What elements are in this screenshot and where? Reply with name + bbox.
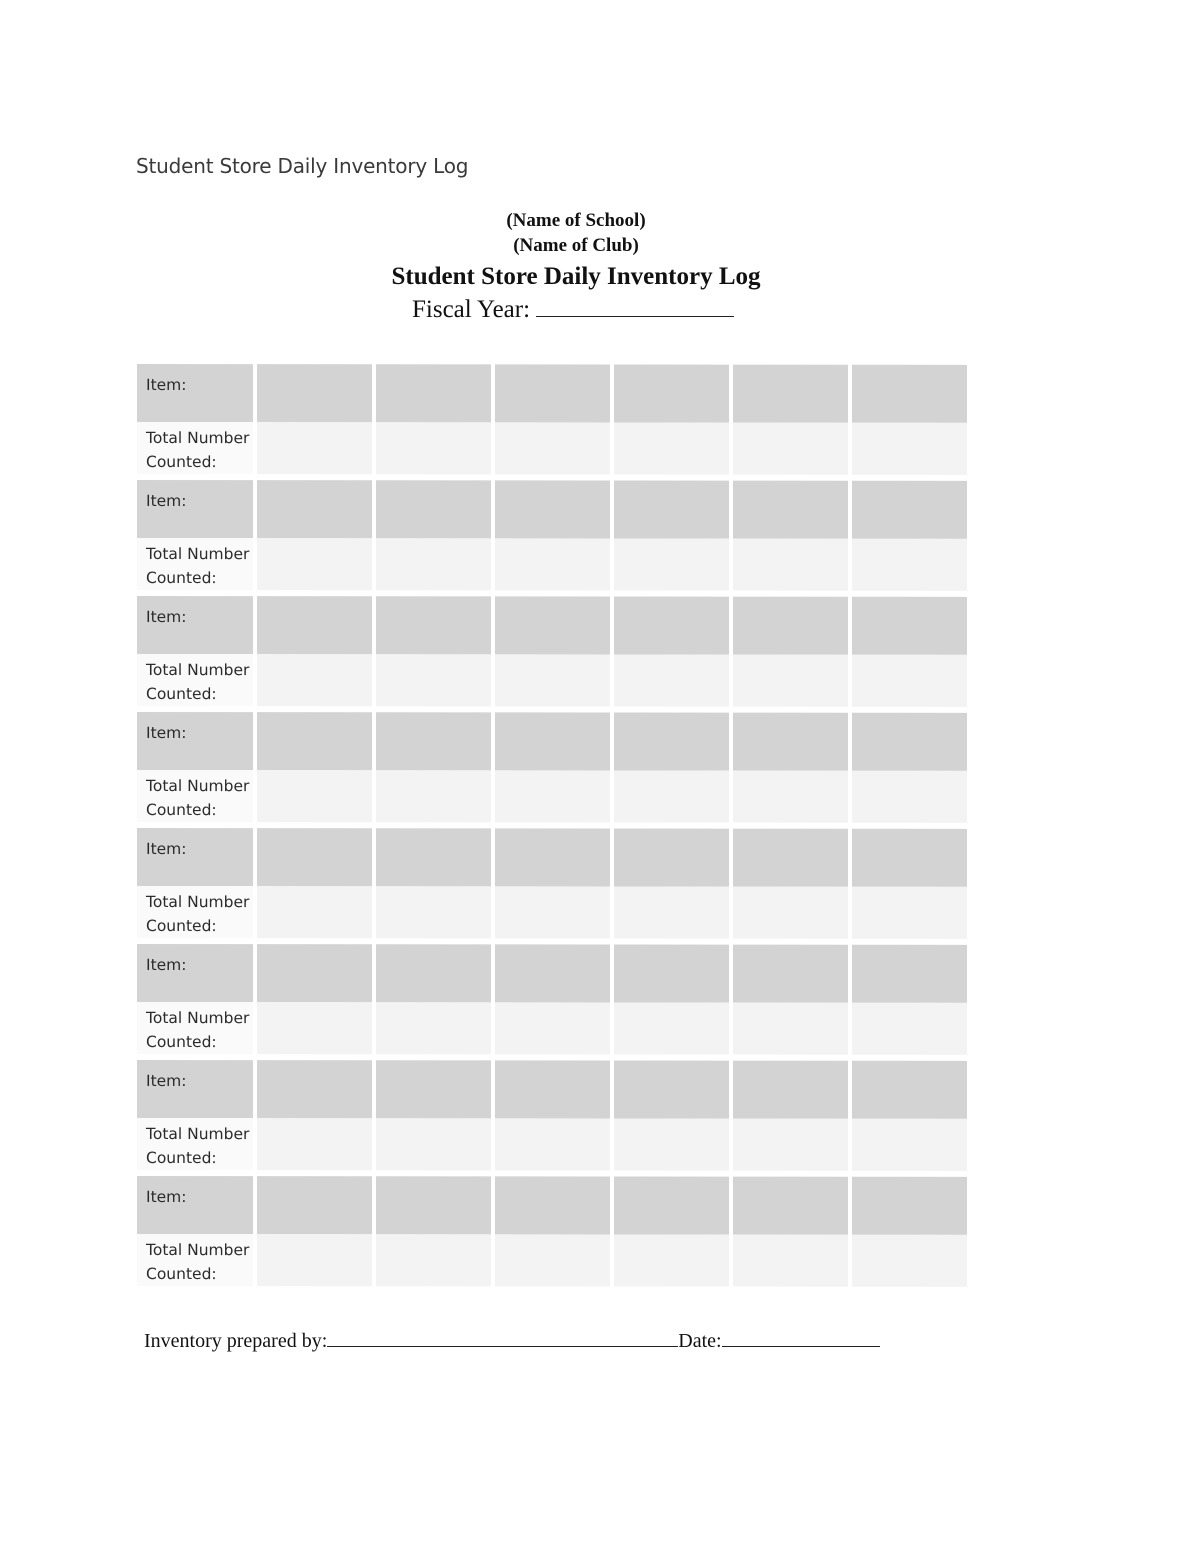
count-entry-cell[interactable] xyxy=(852,1003,967,1055)
fiscal-year-line xyxy=(376,294,776,326)
count-entry-cell[interactable] xyxy=(257,770,372,822)
count-entry-cell[interactable] xyxy=(257,654,372,706)
count-label xyxy=(137,654,253,706)
item-entry-cell[interactable] xyxy=(614,828,729,886)
item-entry-cell[interactable] xyxy=(376,480,491,538)
item-label: Item: xyxy=(137,944,253,1002)
count-label-line1: Total Number xyxy=(146,1009,250,1028)
count-label-line2: Counted: xyxy=(146,917,217,936)
count-label-line1: Total Number xyxy=(146,1125,250,1144)
count-row xyxy=(137,886,967,939)
count-entry-cell[interactable] xyxy=(376,886,491,938)
item-entry-cell[interactable] xyxy=(614,944,729,1002)
item-entry-cell[interactable] xyxy=(852,829,967,887)
date-blank[interactable] xyxy=(722,1330,880,1347)
item-entry-cell[interactable] xyxy=(495,828,610,886)
item-row xyxy=(137,364,967,423)
item-entry-cell[interactable] xyxy=(495,944,610,1002)
count-entry-cell[interactable] xyxy=(376,654,491,706)
count-entry-cell[interactable] xyxy=(733,771,848,823)
item-label: Item: xyxy=(137,1060,253,1118)
form-header xyxy=(376,208,776,326)
item-label: Item: xyxy=(137,480,253,538)
count-entry-cell[interactable] xyxy=(257,1234,372,1286)
count-entry-cell[interactable] xyxy=(257,1002,372,1054)
count-label xyxy=(137,770,253,822)
item-entry-cell[interactable] xyxy=(614,712,729,770)
item-entry-cell[interactable] xyxy=(376,1176,491,1234)
count-entry-cell[interactable] xyxy=(495,886,610,938)
item-row xyxy=(137,1176,967,1235)
count-entry-cell[interactable] xyxy=(733,887,848,939)
count-label xyxy=(137,1118,253,1170)
count-entry-cell[interactable] xyxy=(257,538,372,590)
item-entry-cell[interactable] xyxy=(376,944,491,1002)
signature-line xyxy=(144,1330,880,1353)
inventory-grid xyxy=(137,364,967,1293)
count-entry-cell[interactable] xyxy=(495,1002,610,1054)
count-entry-cell[interactable] xyxy=(614,654,729,706)
item-row xyxy=(137,712,967,771)
count-entry-cell[interactable] xyxy=(733,539,848,591)
inventory-group xyxy=(137,1060,967,1171)
fiscal-year-blank[interactable] xyxy=(536,296,734,317)
item-row xyxy=(137,596,967,655)
count-label-line2: Counted: xyxy=(146,685,217,704)
count-row xyxy=(137,1234,967,1287)
count-entry-cell[interactable] xyxy=(376,538,491,590)
item-entry-cell[interactable] xyxy=(495,712,610,770)
count-label-line1: Total Number xyxy=(146,429,250,448)
item-label: Item: xyxy=(137,1176,253,1234)
item-entry-cell[interactable] xyxy=(376,364,491,422)
item-entry-cell[interactable] xyxy=(733,945,848,1003)
item-entry-cell[interactable] xyxy=(376,596,491,654)
item-entry-cell[interactable] xyxy=(257,1060,372,1118)
count-label xyxy=(137,886,253,938)
count-label-line2: Counted: xyxy=(146,1265,217,1284)
item-entry-cell[interactable] xyxy=(257,828,372,886)
count-entry-cell[interactable] xyxy=(733,1235,848,1287)
count-row xyxy=(137,770,967,823)
count-entry-cell[interactable] xyxy=(733,423,848,475)
item-entry-cell[interactable] xyxy=(852,713,967,771)
count-entry-cell[interactable] xyxy=(614,770,729,822)
count-label-line1: Total Number xyxy=(146,661,250,680)
count-row xyxy=(137,538,967,591)
item-entry-cell[interactable] xyxy=(495,1060,610,1118)
count-entry-cell[interactable] xyxy=(376,1234,491,1286)
count-entry-cell[interactable] xyxy=(257,1118,372,1170)
item-entry-cell[interactable] xyxy=(257,596,372,654)
item-entry-cell[interactable] xyxy=(852,945,967,1003)
item-label: Item: xyxy=(137,828,253,886)
count-entry-cell[interactable] xyxy=(852,887,967,939)
count-entry-cell[interactable] xyxy=(614,538,729,590)
count-entry-cell[interactable] xyxy=(495,538,610,590)
item-entry-cell[interactable] xyxy=(495,480,610,538)
count-entry-cell[interactable] xyxy=(376,1002,491,1054)
count-label-line2: Counted: xyxy=(146,569,217,588)
item-entry-cell[interactable] xyxy=(733,1061,848,1119)
count-entry-cell[interactable] xyxy=(852,423,967,475)
item-entry-cell[interactable] xyxy=(733,481,848,539)
count-entry-cell[interactable] xyxy=(495,1118,610,1170)
count-entry-cell[interactable] xyxy=(376,770,491,822)
count-row xyxy=(137,1118,967,1171)
inventory-group xyxy=(137,480,967,591)
count-entry-cell[interactable] xyxy=(257,886,372,938)
count-entry-cell[interactable] xyxy=(614,1234,729,1286)
form-title: Student Store Daily Inventory Log xyxy=(391,263,761,290)
count-entry-cell[interactable] xyxy=(852,539,967,591)
item-entry-cell[interactable] xyxy=(733,1177,848,1235)
count-entry-cell[interactable] xyxy=(852,655,967,707)
count-label xyxy=(137,538,253,590)
item-entry-cell[interactable] xyxy=(376,828,491,886)
count-label-line2: Counted: xyxy=(146,453,217,472)
item-row xyxy=(137,828,967,887)
count-row xyxy=(137,422,967,475)
item-entry-cell[interactable] xyxy=(257,364,372,422)
count-entry-cell[interactable] xyxy=(495,422,610,474)
count-entry-cell[interactable] xyxy=(495,770,610,822)
item-entry-cell[interactable] xyxy=(376,1060,491,1118)
item-entry-cell[interactable] xyxy=(614,364,729,422)
item-label: Item: xyxy=(137,364,253,422)
count-entry-cell[interactable] xyxy=(376,422,491,474)
school-name-placeholder: (Name of School) xyxy=(506,210,646,231)
count-label-line1: Total Number xyxy=(146,1241,250,1260)
page-heading: Student Store Daily Inventory Log xyxy=(136,154,469,178)
item-entry-cell[interactable] xyxy=(614,596,729,654)
count-entry-cell[interactable] xyxy=(852,1119,967,1171)
count-label-line2: Counted: xyxy=(146,1149,217,1168)
item-entry-cell[interactable] xyxy=(852,1177,967,1235)
item-entry-cell[interactable] xyxy=(733,365,848,423)
inventory-group xyxy=(137,596,967,707)
count-label-line2: Counted: xyxy=(146,1033,217,1052)
count-entry-cell[interactable] xyxy=(733,1119,848,1171)
count-entry-cell[interactable] xyxy=(733,1003,848,1055)
count-entry-cell[interactable] xyxy=(495,1234,610,1286)
count-label xyxy=(137,1234,253,1286)
item-entry-cell[interactable] xyxy=(495,596,610,654)
count-label-line1: Total Number xyxy=(146,545,250,564)
item-entry-cell[interactable] xyxy=(614,1176,729,1234)
count-label-line1: Total Number xyxy=(146,777,250,796)
inventory-group xyxy=(137,712,967,823)
item-row xyxy=(137,1060,967,1119)
item-entry-cell[interactable] xyxy=(257,712,372,770)
count-entry-cell[interactable] xyxy=(376,1118,491,1170)
inventory-group xyxy=(137,1176,967,1287)
item-label: Item: xyxy=(137,596,253,654)
count-label-line2: Counted: xyxy=(146,801,217,820)
count-entry-cell[interactable] xyxy=(614,422,729,474)
item-entry-cell[interactable] xyxy=(852,597,967,655)
item-entry-cell[interactable] xyxy=(852,365,967,423)
item-entry-cell[interactable] xyxy=(733,829,848,887)
count-entry-cell[interactable] xyxy=(852,771,967,823)
item-row xyxy=(137,480,967,539)
count-label xyxy=(137,1002,253,1054)
item-entry-cell[interactable] xyxy=(257,1176,372,1234)
item-entry-cell[interactable] xyxy=(257,944,372,1002)
club-name-placeholder: (Name of Club) xyxy=(513,235,639,256)
inventory-group xyxy=(137,828,967,939)
item-entry-cell[interactable] xyxy=(614,1060,729,1118)
item-entry-cell[interactable] xyxy=(495,1176,610,1234)
item-entry-cell[interactable] xyxy=(733,597,848,655)
count-entry-cell[interactable] xyxy=(257,422,372,474)
count-label-line1: Total Number xyxy=(146,893,250,912)
item-row xyxy=(137,944,967,1003)
count-entry-cell[interactable] xyxy=(614,1118,729,1170)
inventory-group xyxy=(137,944,967,1055)
item-entry-cell[interactable] xyxy=(614,480,729,538)
item-entry-cell[interactable] xyxy=(852,1061,967,1119)
item-entry-cell[interactable] xyxy=(852,481,967,539)
count-entry-cell[interactable] xyxy=(495,654,610,706)
prepared-by-blank[interactable] xyxy=(327,1330,678,1347)
fiscal-year-label: Fiscal Year: xyxy=(412,296,531,323)
item-entry-cell[interactable] xyxy=(257,480,372,538)
count-row xyxy=(137,1002,967,1055)
count-entry-cell[interactable] xyxy=(733,655,848,707)
count-entry-cell[interactable] xyxy=(852,1235,967,1287)
count-label xyxy=(137,422,253,474)
item-entry-cell[interactable] xyxy=(376,712,491,770)
count-entry-cell[interactable] xyxy=(614,886,729,938)
item-label: Item: xyxy=(137,712,253,770)
item-entry-cell[interactable] xyxy=(495,364,610,422)
count-entry-cell[interactable] xyxy=(614,1002,729,1054)
count-row xyxy=(137,654,967,707)
inventory-group xyxy=(137,364,967,475)
date-label: Date: xyxy=(678,1330,722,1352)
prepared-by-label: Inventory prepared by: xyxy=(144,1330,328,1352)
item-entry-cell[interactable] xyxy=(733,713,848,771)
